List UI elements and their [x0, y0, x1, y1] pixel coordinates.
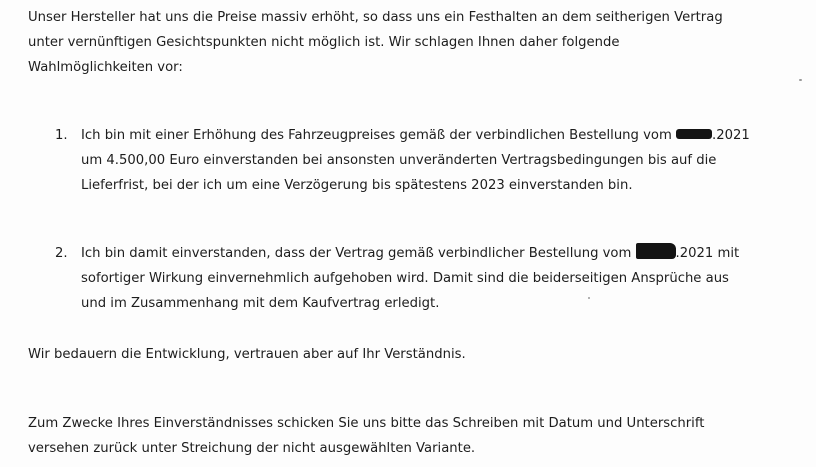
option-line: Ich bin mit einer Erhöhung des Fahrzeugpreises gemäß der verbindlichen Bestellung vom .2021 — [81, 128, 750, 143]
redaction-mark — [636, 243, 676, 259]
option-line: sofortiger Wirkung einvernehmlich aufgehoben wird. Damit sind die beiderseitigen Ansprüche aus — [81, 271, 729, 286]
intro-line: unter vernünftigen Gesichtspunkten nicht möglich ist. Wir schlagen Ihnen daher folgende — [28, 35, 620, 50]
option-line: Lieferfrist, bei der ich um eine Verzögerung bis spätestens 2023 einverstanden bin. — [81, 178, 633, 193]
intro-line: Wahlmöglichkeiten vor: — [28, 60, 183, 75]
option-text — [81, 241, 739, 316]
closing-line: versehen zurück unter Streichung der nicht ausgewählten Variante. — [28, 441, 476, 456]
regret-line: Wir bedauern die Entwicklung, vertrauen aber auf Ihr Verständnis. — [28, 347, 466, 362]
intro-line: Unser Hersteller hat uns die Preise massiv erhöht, so dass uns ein Festhalten an dem seitherigen Vertrag — [28, 10, 723, 25]
regret-paragraph — [28, 342, 466, 367]
redaction-mark — [676, 129, 712, 139]
option-line: und im Zusammenhang mit dem Kaufvertrag erledigt. — [81, 296, 440, 311]
scan-speck — [799, 79, 802, 81]
option-line: Ich bin damit einverstanden, dass der Vertrag gemäß verbindlicher Bestellung vom .2021 mit — [81, 241, 739, 266]
option-number: 2. — [55, 246, 68, 261]
scan-speck — [588, 297, 590, 299]
option-text — [81, 123, 750, 198]
option-line: um 4.500,00 Euro einverstanden bei ansonsten unveränderten Vertragsbedingungen bis auf die — [81, 153, 717, 168]
closing-paragraph — [28, 411, 704, 461]
option-number: 1. — [55, 128, 68, 143]
closing-line: Zum Zwecke Ihres Einverständnisses schicken Sie uns bitte das Schreiben mit Datum und Unterschrift — [28, 416, 705, 431]
intro-paragraph — [28, 5, 723, 80]
